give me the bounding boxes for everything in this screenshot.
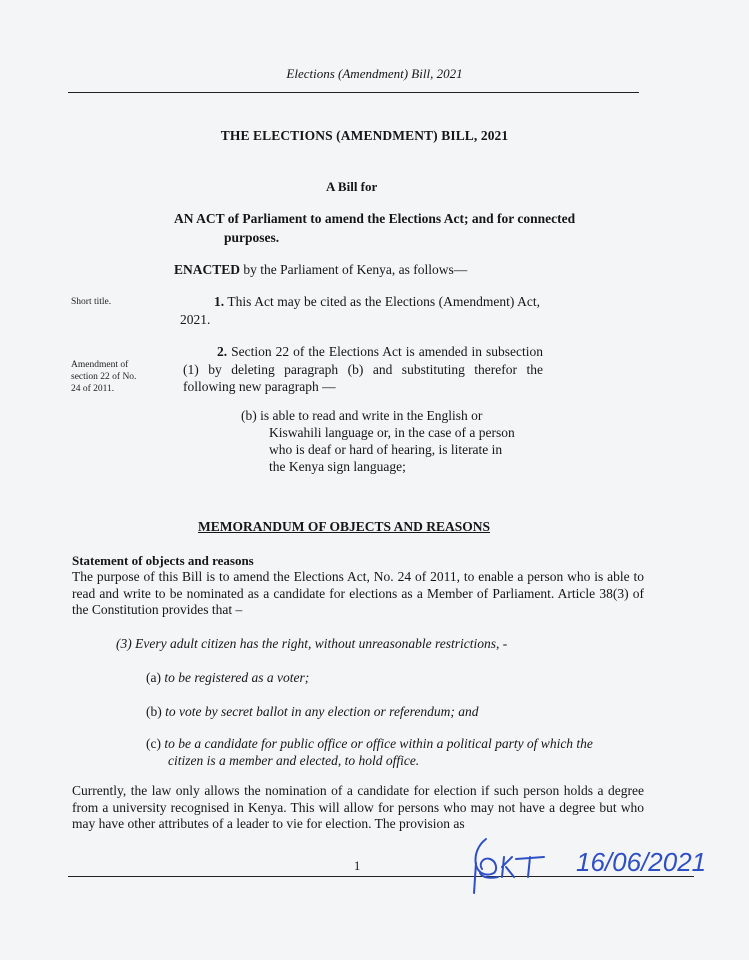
section-1-number: 1. xyxy=(214,294,225,309)
bill-title: THE ELECTIONS (AMENDMENT) BILL, 2021 xyxy=(220,128,509,143)
handwritten-signature-and-date xyxy=(468,833,718,903)
margin-note-amendment xyxy=(71,359,157,395)
section-1 xyxy=(180,293,540,328)
memorandum-intro: The purpose of this Bill is to amend the Elections Act, No. 24 of 2011, to enable a person who is able to read and write to be nominated as a candidate for elections as a Member of Parliament. Article 38(3) of the Constitution provides that – xyxy=(72,569,644,617)
new-paragraph-b xyxy=(241,407,515,475)
signature-scribble xyxy=(474,839,544,893)
memorandum-closing: Currently, the law only allows the nomination of a candidate for election if such person holds a degree from a university recognised in Kenya. This will allow for persons who may not have a degree but who may have other attributes of a leader to vie for election. The provision as xyxy=(72,783,644,831)
statement-heading: Statement of objects and reasons xyxy=(72,553,254,568)
new-paragraph-line-3: who is deaf or hard of hearing, is literate in xyxy=(269,442,503,457)
new-paragraph-line-2: Kiswahili language or, in the case of a person xyxy=(269,425,515,440)
quote-item-c-text-2: citizen is a member and elected, to hold office. xyxy=(168,753,420,768)
handwritten-date: 16/06/2021 xyxy=(576,847,707,877)
section-1-text: This Act may be cited as the Elections (Amendment) Act, 2021. xyxy=(180,294,540,327)
enacted-rest: by the Parliament of Kenya, as follows— xyxy=(240,262,468,277)
act-long-title-text: AN ACT of Parliament to amend the Elections Act; and for connected xyxy=(174,211,576,226)
memorandum-title: MEMORANDUM OF OBJECTS AND REASONS xyxy=(198,519,491,534)
quote-item-c-text: to be a candidate for public office or office within a political party of which the xyxy=(164,736,593,751)
new-paragraph-line-1: (b) is able to read and write in the English or xyxy=(241,408,483,423)
margin-note-line-2: section 22 of No. xyxy=(71,372,137,382)
act-long-title-line1 xyxy=(174,211,575,227)
quote-item-c xyxy=(146,735,593,769)
section-2 xyxy=(183,343,543,396)
quote-item-b-text: to vote by secret ballot in any election or referendum; and xyxy=(165,704,479,719)
header-rule xyxy=(68,92,639,93)
quote-item-c-label: (c) xyxy=(146,736,161,751)
page-number: 1 xyxy=(354,859,361,873)
enacted-word: ENACTED xyxy=(174,262,241,277)
enacting-clause xyxy=(174,262,467,278)
margin-note-short-title: Short title. xyxy=(71,297,112,307)
quote-item-b-label: (b) xyxy=(146,704,162,719)
quote-item-a xyxy=(146,669,309,686)
quote-item-a-text: to be registered as a voter; xyxy=(164,670,310,685)
new-paragraph-line-4: the Kenya sign language; xyxy=(269,459,406,474)
bill-for-label: A Bill for xyxy=(326,179,378,194)
section-2-text: Section 22 of the Elections Act is amended in subsection (1) by deleting paragraph (b) and substituting therefor the following new paragraph — xyxy=(183,344,543,394)
quote-item-a-label: (a) xyxy=(146,670,161,685)
margin-note-line-3: 24 of 2011. xyxy=(71,384,115,394)
constitution-quote: (3) Every adult citizen has the right, without unreasonable restrictions, - xyxy=(116,636,508,651)
quote-item-b xyxy=(146,703,479,720)
act-long-title-line2: purposes. xyxy=(224,230,280,245)
running-header: Elections (Amendment) Bill, 2021 xyxy=(286,66,463,81)
margin-note-line-1: Amendment of xyxy=(71,360,129,370)
section-2-number: 2. xyxy=(217,344,228,359)
